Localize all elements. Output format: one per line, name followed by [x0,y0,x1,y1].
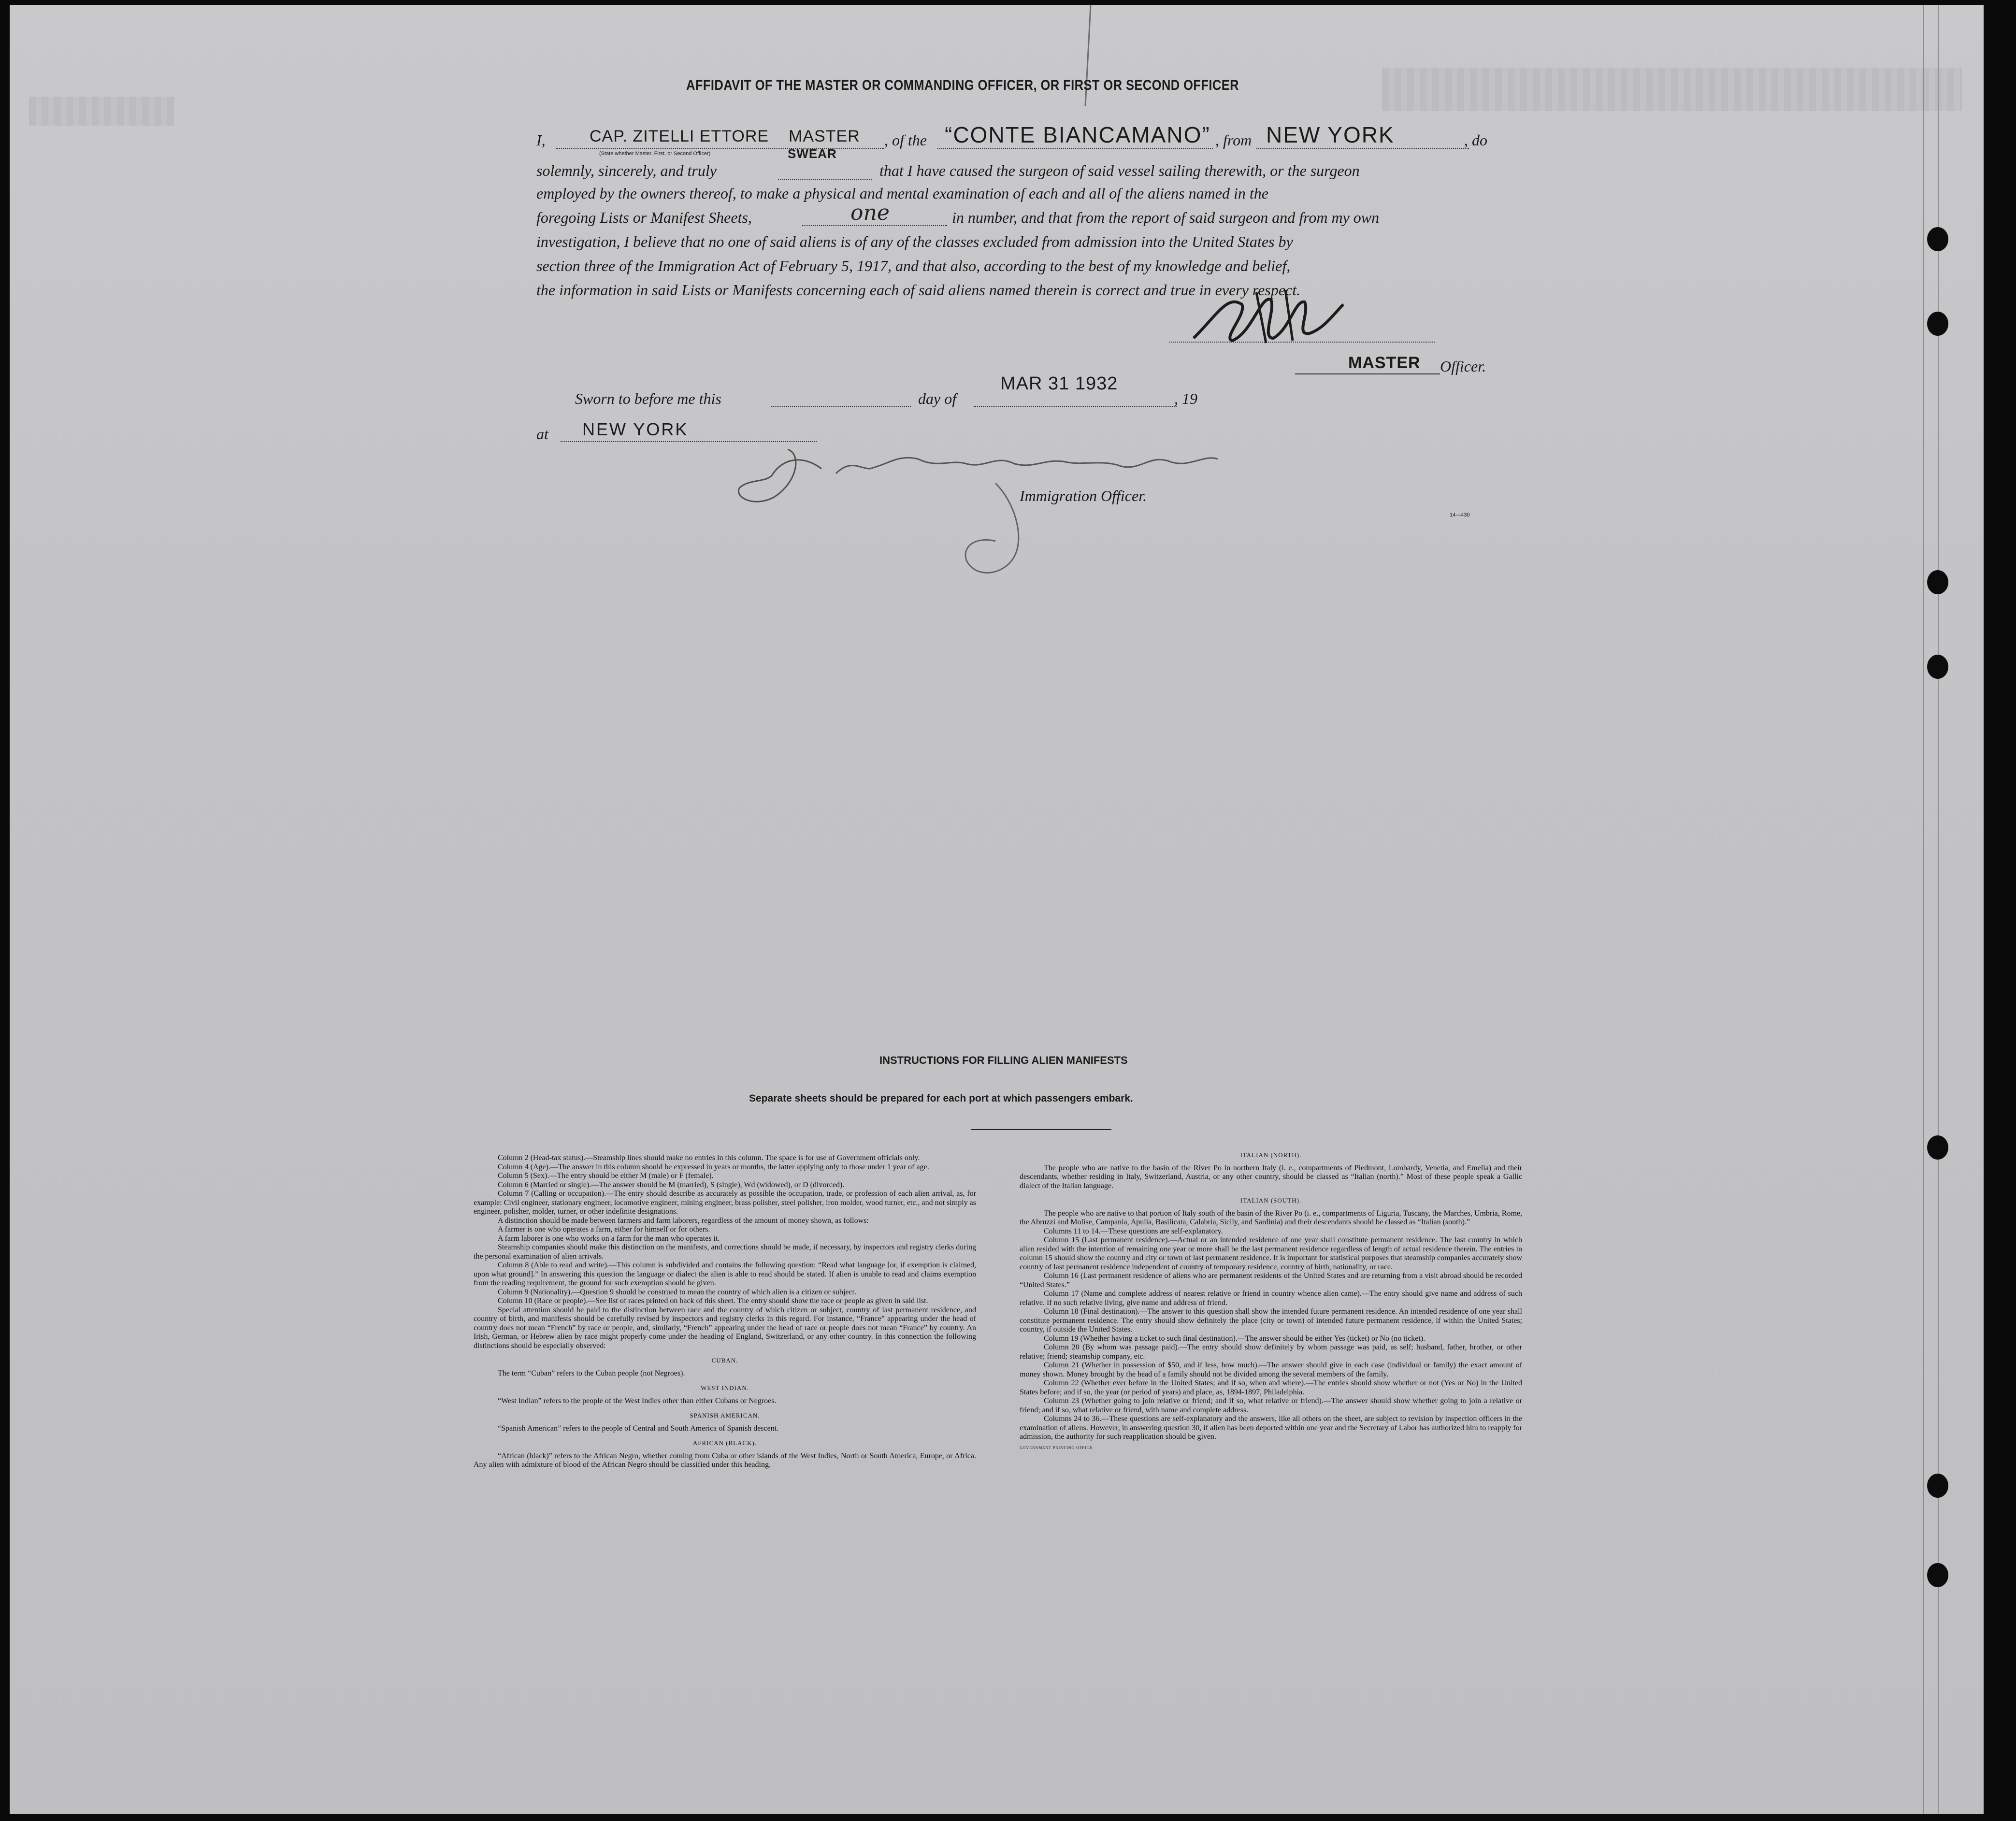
instruction-paragraph: Column 18 (Final destination).—The answer to this question shall show the intended future permanent residence. An intended residence of one year shall constitute permanent residence. The entry should show definitely the place (city or town) of intended future permanent residence, if within the United States; country, if outside the United States. [1020,1307,1522,1333]
date-stamp: MAR 31 1932 [1000,373,1118,394]
bleed-through-header-left [29,97,174,126]
officer-title: MASTER [1348,354,1421,372]
spanish-american-text: “Spanish American” refers to the people of Central and South America of Spanish descent. [498,1424,779,1433]
instruction-paragraph: Column 9 (Nationality).—Question 9 should be construed to mean the country of which alien is a citizen or subject. [498,1288,857,1296]
from-label: , from [1215,131,1252,149]
instruction-paragraph: Column 22 (Whether ever before in the United States; and if so, when and where).—The entries should show whether or not (Yes or No) in the United States before; and if so, the year (or period of years) and place, as, 1894-1897, Philadelphia. [1020,1379,1522,1396]
instruction-paragraph: The people who are native to that portion of Italy south of the basin of the River Po (i. e., compartments of Liguria, Tuscany, the Marches, Umbria, Rome, the Abruzzi and Molise, Campania, Apulia, Basilicata, Calabria, Sicily, and Sardinia) and their descendants should be classed as “Italian (south).” [1020,1209,1522,1226]
punch-hole [1927,1135,1948,1160]
instruction-paragraph: Column 6 (Married or single).—The answer should be M (married), S (single), Wd (widowed), or D (divorced). [498,1180,845,1189]
instructions-right-column [1020,1151,1522,1452]
cuban-heading: CUBAN. [711,1357,738,1364]
instruction-paragraph: Special attention should be paid to the distinction between race and the country of which citizen or subject, country of last permanent residence, and country of birth, and manifests should be carefully revised by inspectors and registry clerks in this regard. For instance, “France” appearing under the head of country does not mean “French” by race or people, and, similarly, “French” appearing under the head of race or people does not mean “France” by country. An Irish, German, or Hebrew alien by race might properly come under the heading of England, Switzerland, or any other country. In this connection the following distinctions should be especially observed: [474,1305,976,1350]
instruction-paragraph: Columns 11 to 14.—These questions are self-explanatory. [1044,1227,1223,1235]
west-indian-text: “West Indian” refers to the people of the West Indies other than either Cubans or Negroes. [498,1396,777,1405]
instructions-rule [971,1129,1111,1130]
instruction-paragraph: Column 10 (Race or people).—See list of races printed on back of this sheet. The entry should show the race or people as given in said list. [498,1297,928,1305]
punch-hole [1927,1474,1948,1498]
affidavit-title: AFFIDAVIT OF THE MASTER OR COMMANDING OFFICER, OR FIRST OR SECOND OFFICER [686,77,1239,93]
instruction-paragraph: Column 17 (Name and complete address of nearest relative or friend in country whence alien came).—The entry should give name and address of such relative. If no such relative living, give name and address of friend. [1020,1290,1522,1307]
punch-hole [1927,570,1948,594]
italian-north-heading: ITALIAN (NORTH). [1240,1151,1302,1159]
ship-line [937,148,1213,149]
of-the-label: , of the [884,131,927,149]
solemnly-text: solemnly, sincerely, and truly [536,162,717,179]
instructions-title: INSTRUCTIONS FOR FILLING ALIEN MANIFESTS [879,1054,1128,1066]
punch-hole [1927,655,1948,679]
officer-suffix: Officer. [1440,358,1486,375]
instruction-paragraph: A farm laborer is one who works on a farm for the man who operates it. [498,1234,720,1243]
handwritten-count: one [850,201,890,225]
ship-name: “CONTE BIANCAMANO” [945,122,1210,147]
instruction-paragraph: Steamship companies should make this distinction on the manifests, and corrections should be made, if necessary, by inspectors and registry clerks during the personal examination of alien arrivals. [474,1243,976,1261]
instructions-left-column [474,1154,976,1470]
date-line [974,406,1177,407]
punch-hole [1927,227,1948,251]
punch-hole [1927,312,1948,336]
cuban-text: The term “Cuban” refers to the Cuban people (not Negroes). [498,1369,685,1377]
binding-edge [1938,5,1939,1814]
master-signature [1189,285,1348,348]
manifest-sheet [10,5,1984,1814]
form-number: 14—430 [1450,512,1470,518]
swear-line [778,179,872,180]
instruction-paragraph: Column 23 (Whether going to join relative or friend; and if so, what relative or friend).—The answer should show whether going to join a relative or friend; and if so, what relative or friend, with name and complete address. [1020,1397,1522,1414]
sworn-place: NEW YORK [582,419,689,439]
african-heading: AFRICAN (BLACK). [692,1439,757,1447]
captain-rank: MASTER [789,127,860,145]
port-line [1256,148,1469,149]
punch-hole [1927,1563,1948,1587]
instruction-paragraph: Column 8 (Able to read and write).—This column is subdivided and contains the following question: “Read what language [or, if exemption is claimed, upon what ground].” In answering this question the language or dialect the alien is able to read should be stated. If alien is unable to read and claims exemption from the reading requirement, the ground for such exemption should be given. [474,1261,976,1287]
affidavit-line4-rest: in number, and that from the report of said surgeon and from my own [952,209,1380,226]
instruction-paragraph: A farmer is one who operates a farm, either for himself or for others. [498,1225,710,1233]
instruction-paragraph: Column 20 (By whom was passage paid).—The entry should show definitely by whom passage was paid, as self; husband, father, brother, or other relative; friend; steamship company, etc. [1020,1343,1522,1361]
african-text: “African (black)” refers to the African Negro, whether coming from Cuba or other islands of the West Indies, North or South America, Europe, or Africa. Any alien with admixture of blood of the African Negro should be classified under this heading. [474,1451,976,1469]
affidavit-line5: investigation, I believe that no one of said aliens is of any of the classes excluded from admission into the United States by [536,233,1293,250]
port-name: NEW YORK [1266,122,1395,147]
day-of-label: day of [918,390,957,407]
instruction-paragraph: Column 4 (Age).—The answer in this column should be expressed in years or months, the latter applying only to those under 1 year of age. [498,1162,929,1171]
bleed-through-header [1382,68,1962,111]
spanish-american-heading: SPANISH AMERICAN. [690,1412,760,1419]
instruction-paragraph: Column 16 (Last permanent residence of aliens who are permanent residents of the United States and are returning from a visit abroad should be recorded “United States.” [1020,1272,1522,1289]
officer-line [1295,373,1440,374]
rank-caption: (State whether Master, First, or Second Officer) [599,151,711,157]
binding-edge [1923,5,1924,1814]
affidavit-i: I, [536,131,546,149]
sworn-text: Sworn to before me this [575,390,721,407]
instruction-paragraph: Column 19 (Whether having a ticket to such final destination).—The answer should be either Yes (ticket) or No (no ticket). [1044,1334,1426,1343]
affidavit-line6: section three of the Immigration Act of February 5, 1917, and that also, according to the best of my knowledge and belief, [536,257,1291,274]
at-label: at [536,425,548,443]
instruction-paragraph: Column 5 (Sex).—The entry should be either M (male) or F (female). [498,1172,714,1180]
immigration-officer-signature [725,440,1237,585]
instruction-paragraph: Column 21 (Whether in possession of $50, and if less, how much).—The answer should give in each case (individual or family) the exact amount of money shown. Money brought by the head of a family should not be divided among the several members of the family. [1020,1361,1522,1378]
signature-line [1169,342,1435,343]
affidavit-line2-rest: that I have caused the surgeon of said vessel sailing therewith, or the surgeon [879,162,1360,179]
affidavit-line7: the information in said Lists or Manifests concerning each of said aliens named therein is correct and true in every respect. [536,281,1301,299]
instruction-paragraph: A distinction should be made between farmers and farm laborers, regardless of the amount of money shown, as follows: [498,1216,869,1225]
instruction-paragraph: Columns 24 to 36.—These questions are self-explanatory and the answers, like all others on the sheet, are subject to revision by inspection officers in the examination of aliens. However, in answering question 30, if alien has been deported within one year and the Secretary of Labor has authorized him to reapply for admission, the authority for such reapplication should be given. [1020,1415,1522,1441]
west-indian-heading: WEST INDIAN. [701,1384,749,1391]
affidavit-line4-start: foregoing Lists or Manifest Sheets, [536,209,752,226]
affidavit-line3: employed by the owners thereof, to make a physical and mental examination of each and all of the aliens named in the [536,185,1268,202]
year-label: , 19 [1174,390,1197,407]
instruction-paragraph: Column 7 (Calling or occupation).—The entry should describe as accurately as possible the occupation, trade, or profession of each alien arrival, as, for example: Civil engineer, stationary engineer, locomotive engineer, mining engineer, brass polisher, steel polisher, iron molder, wood turner, etc., and not simply as engineer, polisher, molder, turner, or other indefinite designations. [474,1190,976,1216]
immigration-officer-label: Immigration Officer. [1020,487,1147,504]
swear-stamp: SWEAR [788,146,837,161]
instruction-paragraph: Column 15 (Last permanent residence).—Actual or an intended residence of one year shall constitute permanent residence. The last country in which alien resided with the intention of remaining one year or more shall be the last permanent residence regardless of length of actual residence therein. The entries in column 15 should show the country and city or town of last permanent residence. It is important for statistical purposes that steamship companies accurately show country of last permanent residence independent of country of temporary residence, country of birth, nationality, or race. [1020,1236,1522,1271]
printer-imprint: GOVERNMENT PRINTING OFFICE [1020,1445,1093,1450]
day-line [771,406,911,407]
captain-name: CAP. ZITELLI ETTORE [590,127,769,145]
instruction-paragraph: Column 2 (Head-tax status).—Steamship lines should make no entries in this column. The space is for use of Government officials only. [498,1154,920,1162]
count-line [802,225,947,226]
do-label: , do [1464,131,1487,149]
italian-north-text: The people who are native to the basin of the River Po in northern Italy (i. e., compartments of Piedmont, Lombardy, Venetia, and Emelia) and their descendants, whether residing in Italy, Switzerland, Austria, or any other country, should be classed as “Italian (north).” Most of these people speak a Gallic dialect of the Italian language. [1020,1163,1522,1190]
instructions-subtitle: Separate sheets should be prepared for each port at which passengers embark. [749,1093,1133,1104]
italian-south-heading: ITALIAN (SOUTH). [1240,1197,1302,1204]
